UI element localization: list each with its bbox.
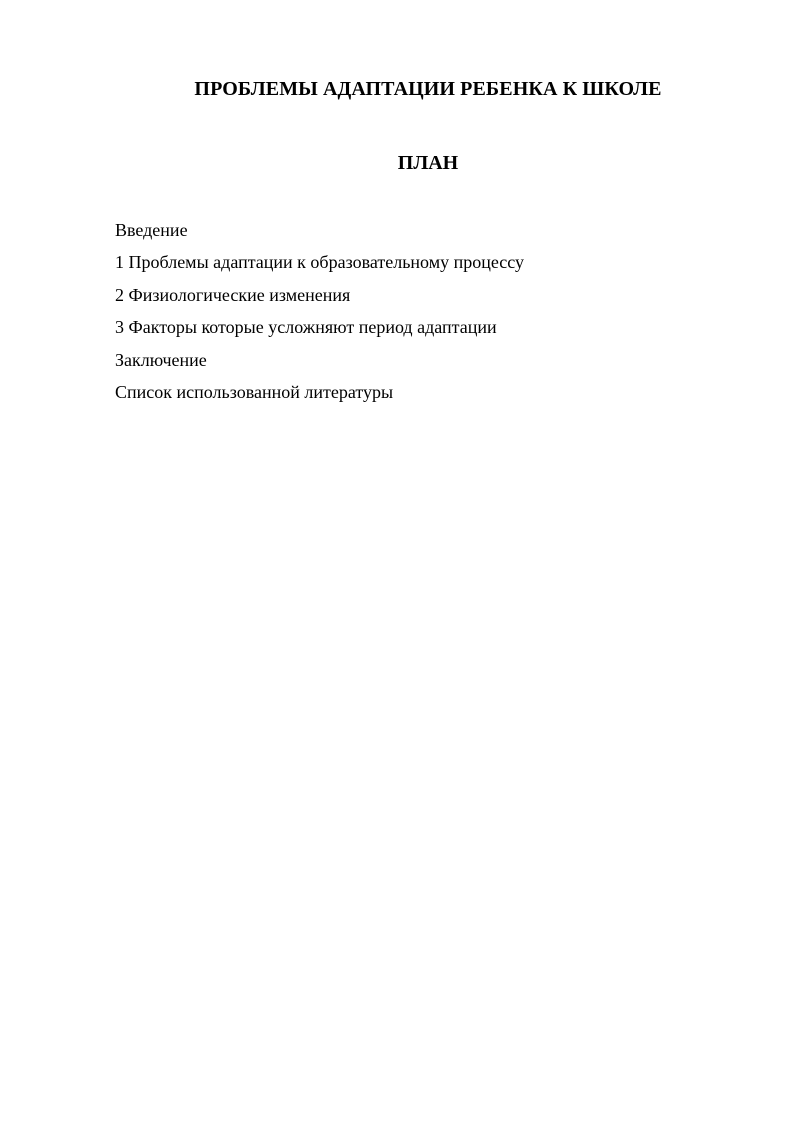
toc-item-conclusion: Заключение bbox=[115, 349, 207, 370]
toc-item-references: Список использованной литературы bbox=[115, 381, 394, 402]
toc-item-chapter-1: 1 Проблемы адаптации к образовательному процессу bbox=[115, 252, 525, 273]
plan-heading: ПЛАН bbox=[397, 152, 459, 174]
toc-item-chapter-3: 3 Факторы которые усложняют период адаптации bbox=[115, 317, 497, 338]
toc-item-introduction: Введение bbox=[115, 220, 188, 240]
toc-item-chapter-2: 2 Физиологические изменения bbox=[115, 284, 351, 305]
document-title: ПРОБЛЕМЫ АДАПТАЦИИ РЕБЕНКА К ШКОЛЕ bbox=[194, 78, 662, 100]
table-of-contents bbox=[115, 218, 524, 412]
